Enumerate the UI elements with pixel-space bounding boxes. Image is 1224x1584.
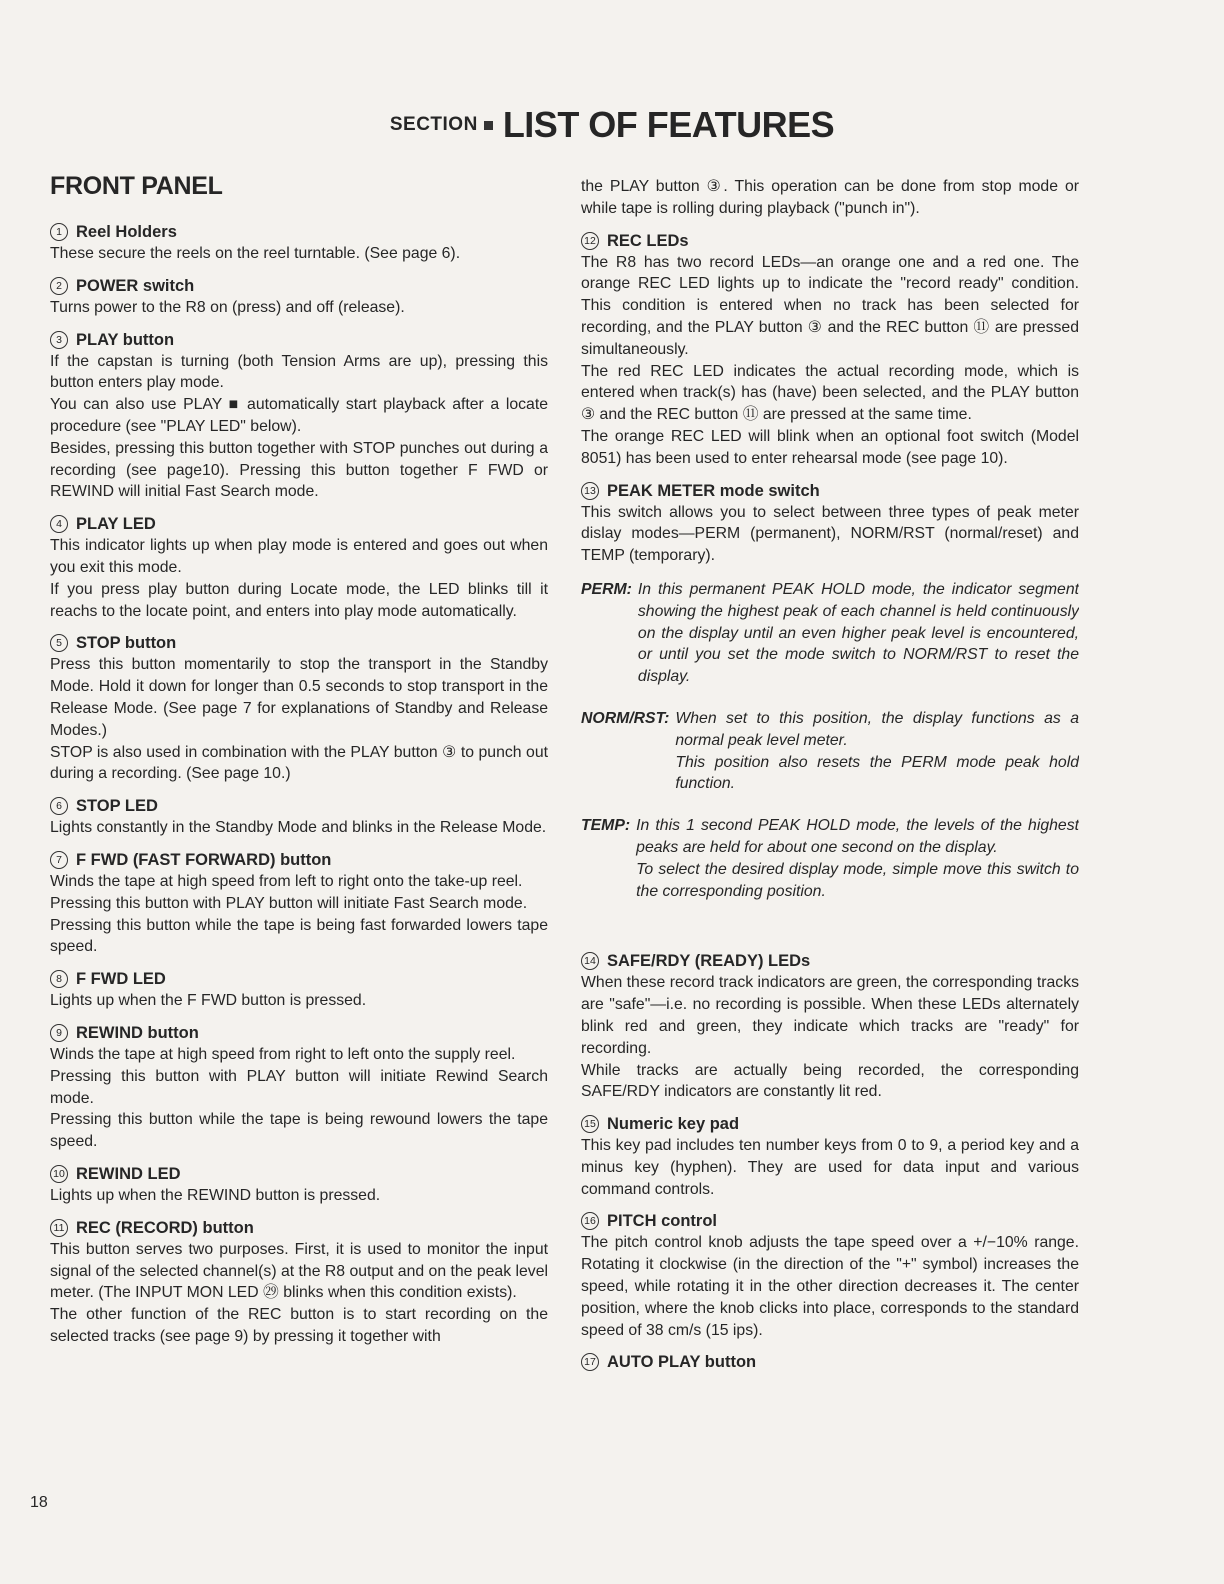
- feature-title: STOP button: [76, 634, 177, 653]
- feature-paragraph: Pressing this button with PLAY button will initiate Fast Search mode.: [50, 894, 528, 912]
- feature-number-badge: 2: [50, 277, 68, 295]
- feature-item: [581, 480, 1079, 567]
- feature-number-badge: 13: [581, 482, 599, 500]
- feature-paragraph: The red REC LED indicates the actual recording mode, which is entered when track(s) has (have) been selected, and the PLAY button ③ and the REC button ⑪ are pressed at the same time.: [581, 362, 1079, 424]
- feature-item: [581, 1210, 1079, 1341]
- feature-paragraph: The pitch control knob adjusts the tape speed over a +/−10% range. Rotating it clockwise (in the direction of the "+" symbol) increases the speed, while rotating it in the other direction decreases it. The center position, where the knob clicks into place, corresponds to the standard speed of 38 cm/s (15 ips).: [581, 1234, 1079, 1339]
- feature-item: [50, 221, 548, 265]
- feature-paragraph: Press this button momentarily to stop the transport in the Standby Mode. Hold it down for longer than 0.5 seconds to stop transport in the Release Mode. (See page 7 for explanations of Standby and Release Modes.): [50, 656, 548, 739]
- feature-heading: [50, 1022, 548, 1044]
- feature-paragraph: This button serves two purposes. First, it is used to monitor the input signal of the selected channel(s) at the R8 output and on the peak level meter. (The INPUT MON LED ㉙ blinks when this condition exists).: [50, 1240, 548, 1302]
- feature-title: F FWD (FAST FORWARD) button: [76, 850, 332, 869]
- feature-title: AUTO PLAY button: [607, 1353, 757, 1372]
- feature-item: [50, 968, 548, 1012]
- feature-item: [50, 513, 548, 622]
- mode-description: [638, 579, 1079, 688]
- feature-list-right-a: [581, 230, 1079, 567]
- feature-number-badge: 15: [581, 1115, 599, 1133]
- feature-heading: [50, 632, 548, 654]
- feature-list-right-b: [581, 950, 1079, 1373]
- feature-title: REWIND button: [76, 1023, 199, 1042]
- feature-number-badge: 9: [50, 1024, 68, 1042]
- feature-paragraph: STOP is also used in combination with the PLAY button ③ to punch out during a recording. (See page 10.): [50, 743, 548, 783]
- feature-paragraph: Lights up when the F FWD button is pressed.: [50, 992, 367, 1010]
- feature-number-badge: 5: [50, 634, 68, 652]
- mode-label: PERM:: [581, 580, 632, 598]
- feature-number-badge: 3: [50, 331, 68, 349]
- section-header: [0, 104, 1224, 146]
- mode-entry: [581, 579, 1079, 688]
- feature-title: F FWD LED: [76, 970, 166, 989]
- feature-paragraph: This key pad includes ten number keys from 0 to 9, a period key and a minus key (hyphen). They are used for data input and various command controls.: [581, 1137, 1079, 1198]
- feature-number-badge: 6: [50, 797, 68, 815]
- mode-paragraph: This position also resets the PERM mode peak hold function.: [675, 753, 1079, 793]
- mode-label: TEMP:: [581, 817, 631, 835]
- feature-item: [50, 275, 548, 319]
- feature-number-badge: 7: [50, 851, 68, 869]
- mode-description: [675, 708, 1079, 795]
- mode-label: NORM/RST:: [581, 709, 670, 727]
- feature-title: PLAY button: [76, 330, 175, 349]
- feature-title: REWIND LED: [76, 1164, 181, 1183]
- feature-number-badge: 8: [50, 970, 68, 988]
- feature-paragraph: The orange REC LED will blink when an optional foot switch (Model 8051) has been used to enter rehearsal mode (see page 10).: [581, 427, 1079, 467]
- mode-description: [636, 815, 1079, 902]
- feature-heading: [50, 221, 548, 243]
- feature-title: REC LEDs: [607, 231, 689, 250]
- right-column: [581, 176, 1079, 1489]
- page-number: 18: [30, 1494, 48, 1511]
- feature-item: [581, 1351, 1079, 1373]
- feature-title: PLAY LED: [76, 515, 156, 534]
- feature-heading: [50, 1163, 548, 1185]
- feature-heading: [50, 1217, 548, 1239]
- feature-heading: [581, 480, 1079, 502]
- feature-item: [50, 795, 548, 839]
- continuation-text: the PLAY button ③. This operation can be done from stop mode or while tape is rolling during playback ("punch in").: [581, 178, 1079, 217]
- feature-paragraph: Winds the tape at high speed from right to left onto the supply reel.: [50, 1045, 516, 1063]
- feature-item: [50, 1163, 548, 1207]
- mode-entry: [581, 815, 1079, 902]
- feature-title: SAFE/RDY (READY) LEDs: [607, 952, 811, 971]
- feature-heading: [50, 795, 548, 817]
- feature-item: [581, 230, 1079, 470]
- feature-paragraph: Lights constantly in the Standby Mode and blinks in the Release Mode.: [50, 819, 547, 837]
- feature-item: [581, 1113, 1079, 1200]
- feature-paragraph: These secure the reels on the reel turntable. (See page 6).: [50, 245, 461, 262]
- feature-list-left: [50, 221, 548, 1348]
- left-column: [50, 170, 548, 1489]
- feature-number-badge: 17: [581, 1353, 599, 1371]
- feature-item: [50, 329, 548, 504]
- feature-paragraph: Pressing this button with PLAY button will initiate Rewind Search mode.: [50, 1067, 548, 1107]
- feature-item: [581, 950, 1079, 1103]
- feature-paragraph: Turns power to the R8 on (press) and off (release).: [50, 298, 405, 316]
- feature-paragraph: The other function of the REC button is to start recording on the selected tracks (see page 9) by pressing it together with: [50, 1306, 548, 1345]
- feature-heading: [581, 1210, 1079, 1232]
- feature-paragraph: Winds the tape at high speed from left to right onto the take-up reel.: [50, 872, 523, 890]
- feature-paragraph: The R8 has two record LEDs—an orange one and a red one. The orange REC LED lights up to indicate the "record ready" condition. This condition is entered when no track has been selected for recording, and the PLAY button ③ and the REC button ⑪ are pressed simultaneously.: [581, 253, 1079, 358]
- feature-heading: [581, 1113, 1079, 1135]
- feature-number-badge: 14: [581, 952, 599, 970]
- feature-number-badge: 16: [581, 1212, 599, 1230]
- feature-paragraph: Pressing this button while the tape is being rewound lowers the tape speed.: [50, 1111, 548, 1151]
- feature-paragraph: You can also use PLAY ■ automatically start playback after a locate procedure (see "PLAY LED" below).: [50, 396, 548, 435]
- peak-meter-modes: [581, 579, 1079, 902]
- feature-title: PEAK METER mode switch: [607, 481, 820, 500]
- feature-item: [50, 1217, 548, 1348]
- feature-item: [50, 632, 548, 785]
- feature-heading: [581, 1351, 1079, 1373]
- mode-paragraph: When set to this position, the display functions as a normal peak level meter.: [675, 709, 1079, 749]
- feature-number-badge: 4: [50, 515, 68, 533]
- feature-title: PITCH control: [607, 1212, 717, 1231]
- mode-paragraph: In this permanent PEAK HOLD mode, the indicator segment showing the highest peak of each channel is held continuously on the display until an even higher peak level is encountered, or until you set the mode switch to NORM/RST to reset the display.: [637, 580, 1079, 686]
- feature-paragraph: While tracks are actually being recorded, the corresponding SAFE/RDY indicators are constantly lit red.: [581, 1061, 1079, 1101]
- mode-paragraph: In this 1 second PEAK HOLD mode, the levels of the highest peaks are held for about one second on the display.: [636, 817, 1079, 856]
- feature-heading: [581, 230, 1079, 252]
- feature-heading: [50, 849, 548, 871]
- feature-paragraph: Lights up when the REWIND button is pressed.: [50, 1186, 381, 1204]
- feature-paragraph: If the capstan is turning (both Tension Arms are up), pressing this button enters play mode.: [50, 352, 548, 392]
- feature-number-badge: 11: [50, 1219, 68, 1237]
- feature-paragraph: This switch allows you to select between three types of peak meter dislay modes—PERM (permanent), NORM/RST (normal/reset) and TEMP (temporary).: [581, 503, 1079, 565]
- feature-paragraph: If you press play button during Locate mode, the LED blinks till it reachs to the locate point, and enters into play mode automatically.: [50, 580, 548, 620]
- feature-heading: [50, 513, 548, 535]
- feature-item: [50, 849, 548, 958]
- feature-title: Numeric key pad: [607, 1115, 740, 1134]
- feature-heading: [581, 950, 1079, 972]
- page-title: LIST OF FEATURES: [502, 104, 835, 145]
- mode-paragraph: To select the desired display mode, simple move this switch to the corresponding position.: [636, 860, 1079, 900]
- feature-item: [50, 1022, 548, 1153]
- feature-paragraph: When these record track indicators are green, the corresponding tracks are "safe"—i.e. no recording is possible. When these LEDs alternately blink red and green, they indicate which tracks are "ready" for recording.: [581, 974, 1079, 1057]
- feature-heading: [50, 329, 548, 351]
- section-label: SECTION: [389, 114, 478, 135]
- feature-paragraph: Besides, pressing this button together with STOP punches out during a recording (see page10). Pressing this button together F FWD or REWIND will initial Fast Search mode.: [50, 439, 548, 501]
- feature-title: POWER switch: [76, 276, 195, 295]
- feature-heading: [50, 275, 548, 297]
- feature-title: Reel Holders: [76, 223, 177, 241]
- feature-number-badge: 1: [50, 223, 68, 241]
- feature-number-badge: 12: [581, 232, 599, 250]
- mode-entry: [581, 708, 1079, 795]
- section-square-icon: [484, 121, 493, 130]
- panel-title: FRONT PANEL: [50, 172, 223, 200]
- feature-heading: [50, 968, 548, 990]
- feature-paragraph: Pressing this button while the tape is being fast forwarded lowers tape speed.: [50, 916, 548, 956]
- feature-paragraph: This indicator lights up when play mode is entered and goes out when you exit this mode.: [50, 537, 548, 576]
- feature-title: REC (RECORD) button: [76, 1218, 254, 1237]
- feature-title: STOP LED: [76, 797, 158, 816]
- feature-number-badge: 10: [50, 1165, 68, 1183]
